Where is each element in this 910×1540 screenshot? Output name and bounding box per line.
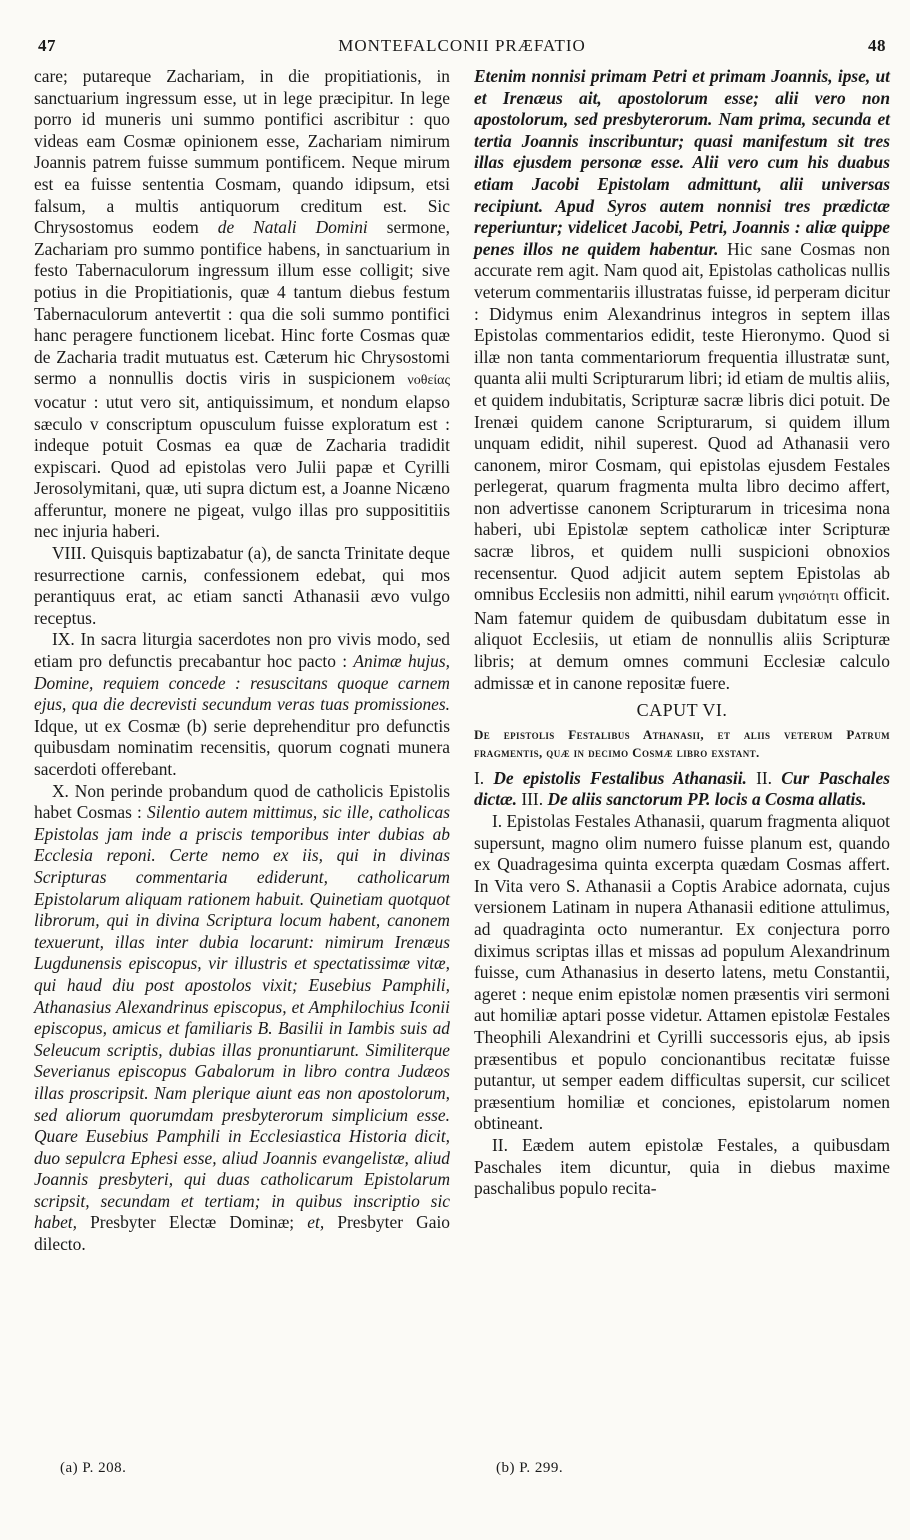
left-paragraph-viii: VIII. Quisquis baptizabatur (a), de sancta Trinitate deque resurrectione carnis, confessionem edebat, qui mos perantiquus erat, ac etiam sancti Athanasii ævo vulgo receptus.	[34, 543, 450, 628]
page-header	[38, 36, 886, 62]
page-number-left: 47	[38, 36, 56, 55]
right-paragraph-ii: II. Eædem autem epistolæ Festales, a quibusdam Paschales item dicuntur, quia in diebus maxime paschalibus populo recita-	[474, 1134, 890, 1199]
left-paragraph-x: X. Non perinde probandum quod de catholicis Epistolis habet Cosmas : Silentio autem mittimus, sic ille, catholicas Epistolas jam inde a priscis temporibus inter dubias ab Ecclesia reponi. Certe nemo ex iis, qui in divinas Scripturas commentaria ediderunt, catholicarum Epistolarum aliquam rationem habuit. Quinetiam quotquot librorum, qui in divina Scriptura locum habent, canonem texuerunt, illas inter dubia locarunt: nimirum Irenæus Lugdunensis episcopus, vir illustris et spectatissimæ vitæ, qui haud diu post apostolos vixit; Eusebius Pamphili, Athanasius Alexandrinus episcopus, et Amphilochius Iconii episcopus, amicus et familiaris B. Basilii in Iambis suis ad Seleucum scriptis, dubias illas pronuntiarunt. Similiterque Severianus episcopus Gabalorum in libro contra Judæos illas proscripsit. Nam plerique aiunt eas non apostolorum, sed aliorum quorumdam presbyterorum simplicium esse. Quare Eusebius Pamphili in Ecclesiastica Historia dicit, duo sepulcra Ephesi esse, aliud Joannis evangelistæ, aliud Joannis presbyteri, qui duas catholicarum Epistolarum scripsit, secundam et tertiam; in quibus inscriptio sic habet, Presbyter Electæ Dominæ; et, Presbyter Gaio dilecto.	[34, 780, 450, 1255]
running-title: MONTEFALCONII PRÆFATIO	[338, 36, 586, 55]
page-number-right: 48	[868, 36, 886, 55]
chapter-subtitle: De epistolis Festalibus Athanasii, et aliis veterum Patrum fragmentis, quæ in decimo Cosmæ libro exstant.	[474, 726, 890, 760]
chapter-summary: I. De epistolis Festalibus Athanasii. II. Cur Paschales dictæ. III. De aliis sanctorum PP. locis a Cosma allatis.	[474, 767, 890, 810]
footnote-a: (a) P. 208.	[60, 1460, 127, 1476]
right-paragraph-i: I. Epistolas Festales Athanasii, quarum fragmenta aliquot supersunt, magno olim numero fuisse planum est, quando ex Quadragesima quinta excerpta quædam Cosmas affert. In Vita vero S. Athanasii a Coptis Arabice adornata, cujus versionem Latinam in nupera Athanasii editione attulimus, ad quadraginta octo numerantur. Ex conjectura porro diximus scriptas illas et missas ad populum Alexandrinum fuisse, cum Athanasius in deserto latens, metu Constantii, ageret : neque enim epistolæ nomen præsentis viri sermoni aut homiliæ aptari posse videtur. Attamen epistolæ Festales Theophili Alexandrini et Cyrilli successoris ejus, ab ipsis præsentibus et populo concionantibus recitatæ fuisse putantur, ut semper eadem difficultas supersit, cur scilicet præsentium homiliæ et conciones, epistolarum nomen obtineant.	[474, 811, 890, 1134]
right-column	[474, 66, 890, 1200]
left-column	[34, 66, 450, 1256]
right-paragraph-1: Etenim nonnisi primam Petri et primam Joannis, ipse, ut et Irenæus ait, apostolorum esse; alii vero non apostolorum, sed presbyterorum. Nam prima, secunda et tertia Joannis inscribuntur; quasi manifestum sit tres illas ejusdem personæ esse. Alii vero cum his duabus etiam Jacobi Epistolam admittunt, alii universas recipiunt. Apud Syros autem nonnisi tres prædictæ reperiuntur; videlicet Jacobi, Petri, Joannis : aliæ quippe penes illos ne quidem habentur. Hic sane Cosmas non accurate rem agit. Nam quod ait, Epistolas catholicas nullis veterum commentariis illustratas fuisse, id perperam dicitur : Didymus enim Alexandrinus integros in septem illas Epistolas commentarios edidit, teste Hieronymo. Quod si illæ non tanta commentariorum frequentia illustratæ sunt, quanta alii multi Scripturarum libri; id etiam de multis aliis, et quidem indubitatis, Scripturæ sacræ libris dici potuit. De Irenæi quidem canone Scripturarum, si quidem illum unquam edidit, nihil superest. Quod ad Athanasii vero canonem, miror Cosmam, qui epistolas ejusdem Festales perlegerat, quarum fragmenta multa libro decimo affert, non advertisse canonem Scripturarum in tricesima nona haberi, ubi Epistolæ septem catholicæ inter Scripturæ sacræ libros, et quidem nulli suspicioni obnoxios recensentur. Quod adjicit autem septem Epistolas ab omnibus Ecclesiis non admitti, nihil earum γνησιότητι officit. Nam fatemur quidem de quibusdam dubitatum esse in aliquot Ecclesiis, ut etiam de nonnullis aliis Scripturæ libris; at demum omnes communi Ecclesiæ calculo admissæ et in canone repositæ fuere.	[474, 66, 890, 693]
left-paragraph-1: care; putareque Zachariam, in die propitiationis, in sanctuarium ingressum esse, ut in lege præcipitur. In lege porro id muneris uni summo pontifici ascribitur : quo videas eam Cosmæ opinionem esse, Zachariam nimirum Joannis patrem fuisse summum pontificem. Neque mirum est ea fuisse sententia Cosmam, quando idipsum, etsi falsum, a multis antiquorum creditum est. Sic Chrysostomus eodem de Natali Domini sermone, Zachariam pro summo pontifice habens, in sanctuarium in festo Tabernaculorum ingressum illum esse colligit; sive potius in die Propitiationis, quæ 4 tantum diebus festum Tabernaculorum antevertit : qua die soli summo pontifici hanc peragere functionem licebat. Hinc forte Cosmas quæ de Zacharia tradit mutuatus est. Cæterum hic Chrysostomi sermo a nonnullis doctis viris in suspicionem νοθείας vocatur : utut vero sit, antiquissimum, et nondum elapso sæculo v conscriptum opusculum fuisse exploratum est : indeque potuit Cosmas ea quæ de Zacharia tradidit expiscari. Quod ad epistolas vero Julii papæ et Cyrilli Jerosolymitani, quæ, uti supra dictum est, a Joanne Nicæno afferuntur, monere ne pigeat, vulgo illas pro supposititiis nec injuria haberi.	[34, 66, 450, 542]
chapter-heading: CAPUT VI.	[636, 700, 728, 721]
left-paragraph-ix: IX. In sacra liturgia sacerdotes non pro vivis modo, sed etiam pro defunctis precabantur hoc pacto : Animæ hujus, Domine, requiem concede : resuscitans quoque carnem ejus, qua die decrevisti secundum veras tuas promissiones. Idque, ut ex Cosmæ (b) serie deprehenditur pro defunctis quibusdam nominatim recensitis, quorum cognati munera sacerdoti offerebant.	[34, 629, 450, 779]
footnote-b: (b) P. 299.	[496, 1460, 564, 1476]
